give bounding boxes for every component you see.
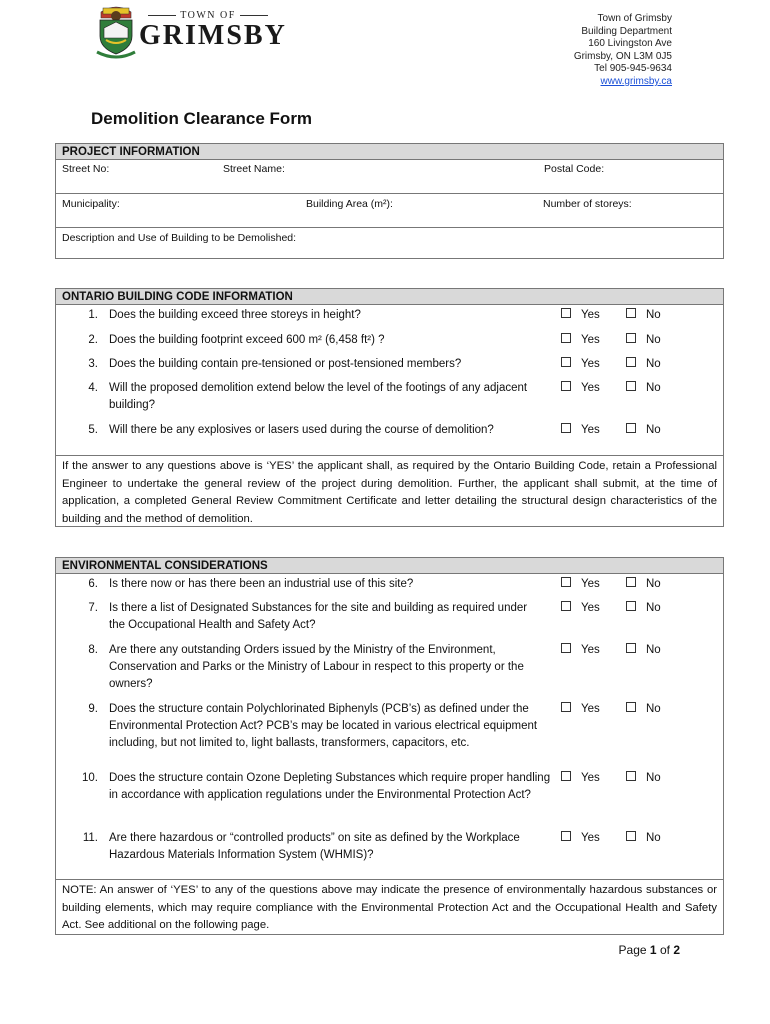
no-option[interactable]: No	[626, 422, 661, 439]
question-number: 9.	[88, 703, 98, 715]
logo-town-of: TOWN OF	[143, 10, 273, 21]
no-option[interactable]: No	[626, 642, 661, 659]
environmental-section	[55, 557, 724, 935]
question-number: 8.	[88, 644, 98, 656]
checkbox-icon	[561, 601, 571, 611]
storeys-field[interactable]: Number of storeys:	[543, 198, 632, 210]
checkbox-icon	[626, 357, 636, 367]
no-option[interactable]: No	[626, 830, 661, 847]
address-row	[56, 160, 723, 194]
question-text: Is there now or has there been an industrial use of this site?	[109, 578, 414, 590]
question-text: Does the structure contain Polychlorinated Biphenyls (PCB’s) as defined under the Environmental Protection Act? PCB’s may be located in various electrical equipment including, but not limited to, light ballasts, transformers, capacitors, etc.	[109, 703, 538, 749]
question-number: 11.	[82, 832, 98, 844]
question-number: 2.	[88, 334, 98, 346]
question-number: 6.	[88, 578, 98, 590]
question-number: 4.	[88, 382, 98, 394]
address-line: Grimsby, ON L3M 0J5	[573, 50, 672, 62]
yes-option[interactable]: Yes	[561, 701, 600, 718]
municipality-field[interactable]: Municipality:	[62, 198, 120, 210]
yes-option[interactable]: Yes	[561, 380, 600, 397]
checkbox-icon	[561, 381, 571, 391]
env-question-list	[56, 574, 723, 880]
checkbox-icon	[561, 702, 571, 712]
page-title: Demolition Clearance Form	[91, 109, 313, 128]
website-link[interactable]: www.grimsby.ca	[600, 75, 672, 87]
postal-code-field[interactable]: Postal Code:	[544, 163, 605, 175]
checkbox-icon	[626, 643, 636, 653]
description-row	[56, 228, 723, 260]
no-option[interactable]: No	[626, 600, 661, 617]
checkbox-icon	[626, 771, 636, 781]
no-option[interactable]: No	[626, 356, 661, 373]
checkbox-icon	[561, 643, 571, 653]
yes-option[interactable]: Yes	[561, 770, 600, 787]
address-phone: Tel 905-945-9634	[594, 63, 672, 75]
checkbox-icon	[626, 831, 636, 841]
checkbox-icon	[626, 308, 636, 318]
yes-option[interactable]: Yes	[561, 307, 600, 324]
checkbox-icon	[626, 601, 636, 611]
project-information-section	[55, 143, 724, 259]
section-heading: ONTARIO BUILDING CODE INFORMATION	[56, 289, 723, 305]
logo-town-name: GRIMSBY	[139, 20, 287, 51]
checkbox-icon	[626, 333, 636, 343]
no-option[interactable]: No	[626, 307, 661, 324]
address-line: Building Department	[581, 25, 672, 37]
question-text: Will the proposed demolition extend below the level of the footings of any adjacent building?	[109, 382, 528, 411]
yes-option[interactable]: Yes	[561, 600, 600, 617]
question-text: Will there be any explosives or lasers used during the course of demolition?	[109, 424, 494, 436]
question-text: Does the building contain pre-tensioned or post-tensioned members?	[109, 358, 462, 370]
checkbox-icon	[626, 702, 636, 712]
question-text: Are there any outstanding Orders issued by the Ministry of the Environment, Conservation and Parks or the Ministry of Labour in respect to this property or the owners?	[109, 644, 524, 690]
address-line: 160 Livingston Ave	[588, 38, 672, 50]
no-option[interactable]: No	[626, 380, 661, 397]
question-text: Does the building exceed three storeys in height?	[109, 309, 361, 321]
yes-option[interactable]: Yes	[561, 576, 600, 593]
address-line: Town of Grimsby	[597, 13, 672, 24]
checkbox-icon	[626, 381, 636, 391]
question-text: Are there hazardous or “controlled products” on site as defined by the Workplace Hazardous Materials Information System (WHMIS)?	[109, 832, 520, 861]
section-heading: ENVIRONMENTAL CONSIDERATIONS	[56, 558, 723, 574]
no-option[interactable]: No	[626, 576, 661, 593]
no-option[interactable]: No	[626, 332, 661, 349]
no-option[interactable]: No	[626, 701, 661, 718]
street-name-field[interactable]: Street Name:	[223, 163, 285, 175]
building-area-field[interactable]: Building Area (m²):	[306, 198, 393, 210]
yes-option[interactable]: Yes	[561, 422, 600, 439]
checkbox-icon	[626, 423, 636, 433]
question-number: 3.	[88, 358, 98, 370]
checkbox-icon	[561, 577, 571, 587]
checkbox-icon	[561, 357, 571, 367]
checkbox-icon	[561, 831, 571, 841]
question-number: 10.	[82, 772, 98, 784]
building-row	[56, 194, 723, 228]
yes-option[interactable]: Yes	[561, 642, 600, 659]
description-field[interactable]: Description and Use of Building to be Demolished:	[62, 232, 297, 244]
obc-question-list	[56, 305, 723, 456]
street-no-field[interactable]: Street No:	[62, 163, 110, 175]
question-text: Does the building footprint exceed 600 m² (6,458 ft²) ?	[109, 334, 385, 346]
question-text: Does the structure contain Ozone Depleting Substances which require proper handling in accordance with application regulations under the Environmental Protection Act?	[109, 772, 551, 801]
checkbox-icon	[626, 577, 636, 587]
question-number: 5.	[88, 424, 98, 436]
department-address	[574, 13, 672, 89]
section-heading: PROJECT INFORMATION	[56, 144, 723, 160]
town-logo	[95, 2, 287, 62]
question-text: Is there a list of Designated Substances for the site and building as required under the Occupational Health and Safety Act?	[109, 602, 528, 631]
checkbox-icon	[561, 333, 571, 343]
yes-option[interactable]: Yes	[561, 332, 600, 349]
checkbox-icon	[561, 771, 571, 781]
town-crest-icon	[95, 2, 137, 60]
question-number: 7.	[88, 602, 98, 614]
environmental-note: NOTE: An answer of ‘YES’ to any of the questions above may indicate the presence of environmentally hazardous substances or building elements, which may require compliance with the Environmental Protection Act and the Occupational Health and Safety Act. See additional on the following page.	[62, 884, 717, 931]
yes-option[interactable]: Yes	[561, 356, 600, 373]
yes-option[interactable]: Yes	[561, 830, 600, 847]
no-option[interactable]: No	[626, 770, 661, 787]
question-number: 1.	[88, 309, 98, 321]
obc-note: If the answer to any questions above is ‘YES’ the applicant shall, as required by the Ontario Building Code, retain a Professional Engineer to undertake the general review of the project during demolition. Further, the applicant shall submit, at the time of application, a completed General Review Commitment Certificate and letter detailing the structural design characteristics of the building and the method of demolition.	[62, 460, 717, 525]
checkbox-icon	[561, 423, 571, 433]
obc-section	[55, 288, 724, 527]
checkbox-icon	[561, 308, 571, 318]
page-indicator: Page 1 of 2	[618, 943, 680, 957]
